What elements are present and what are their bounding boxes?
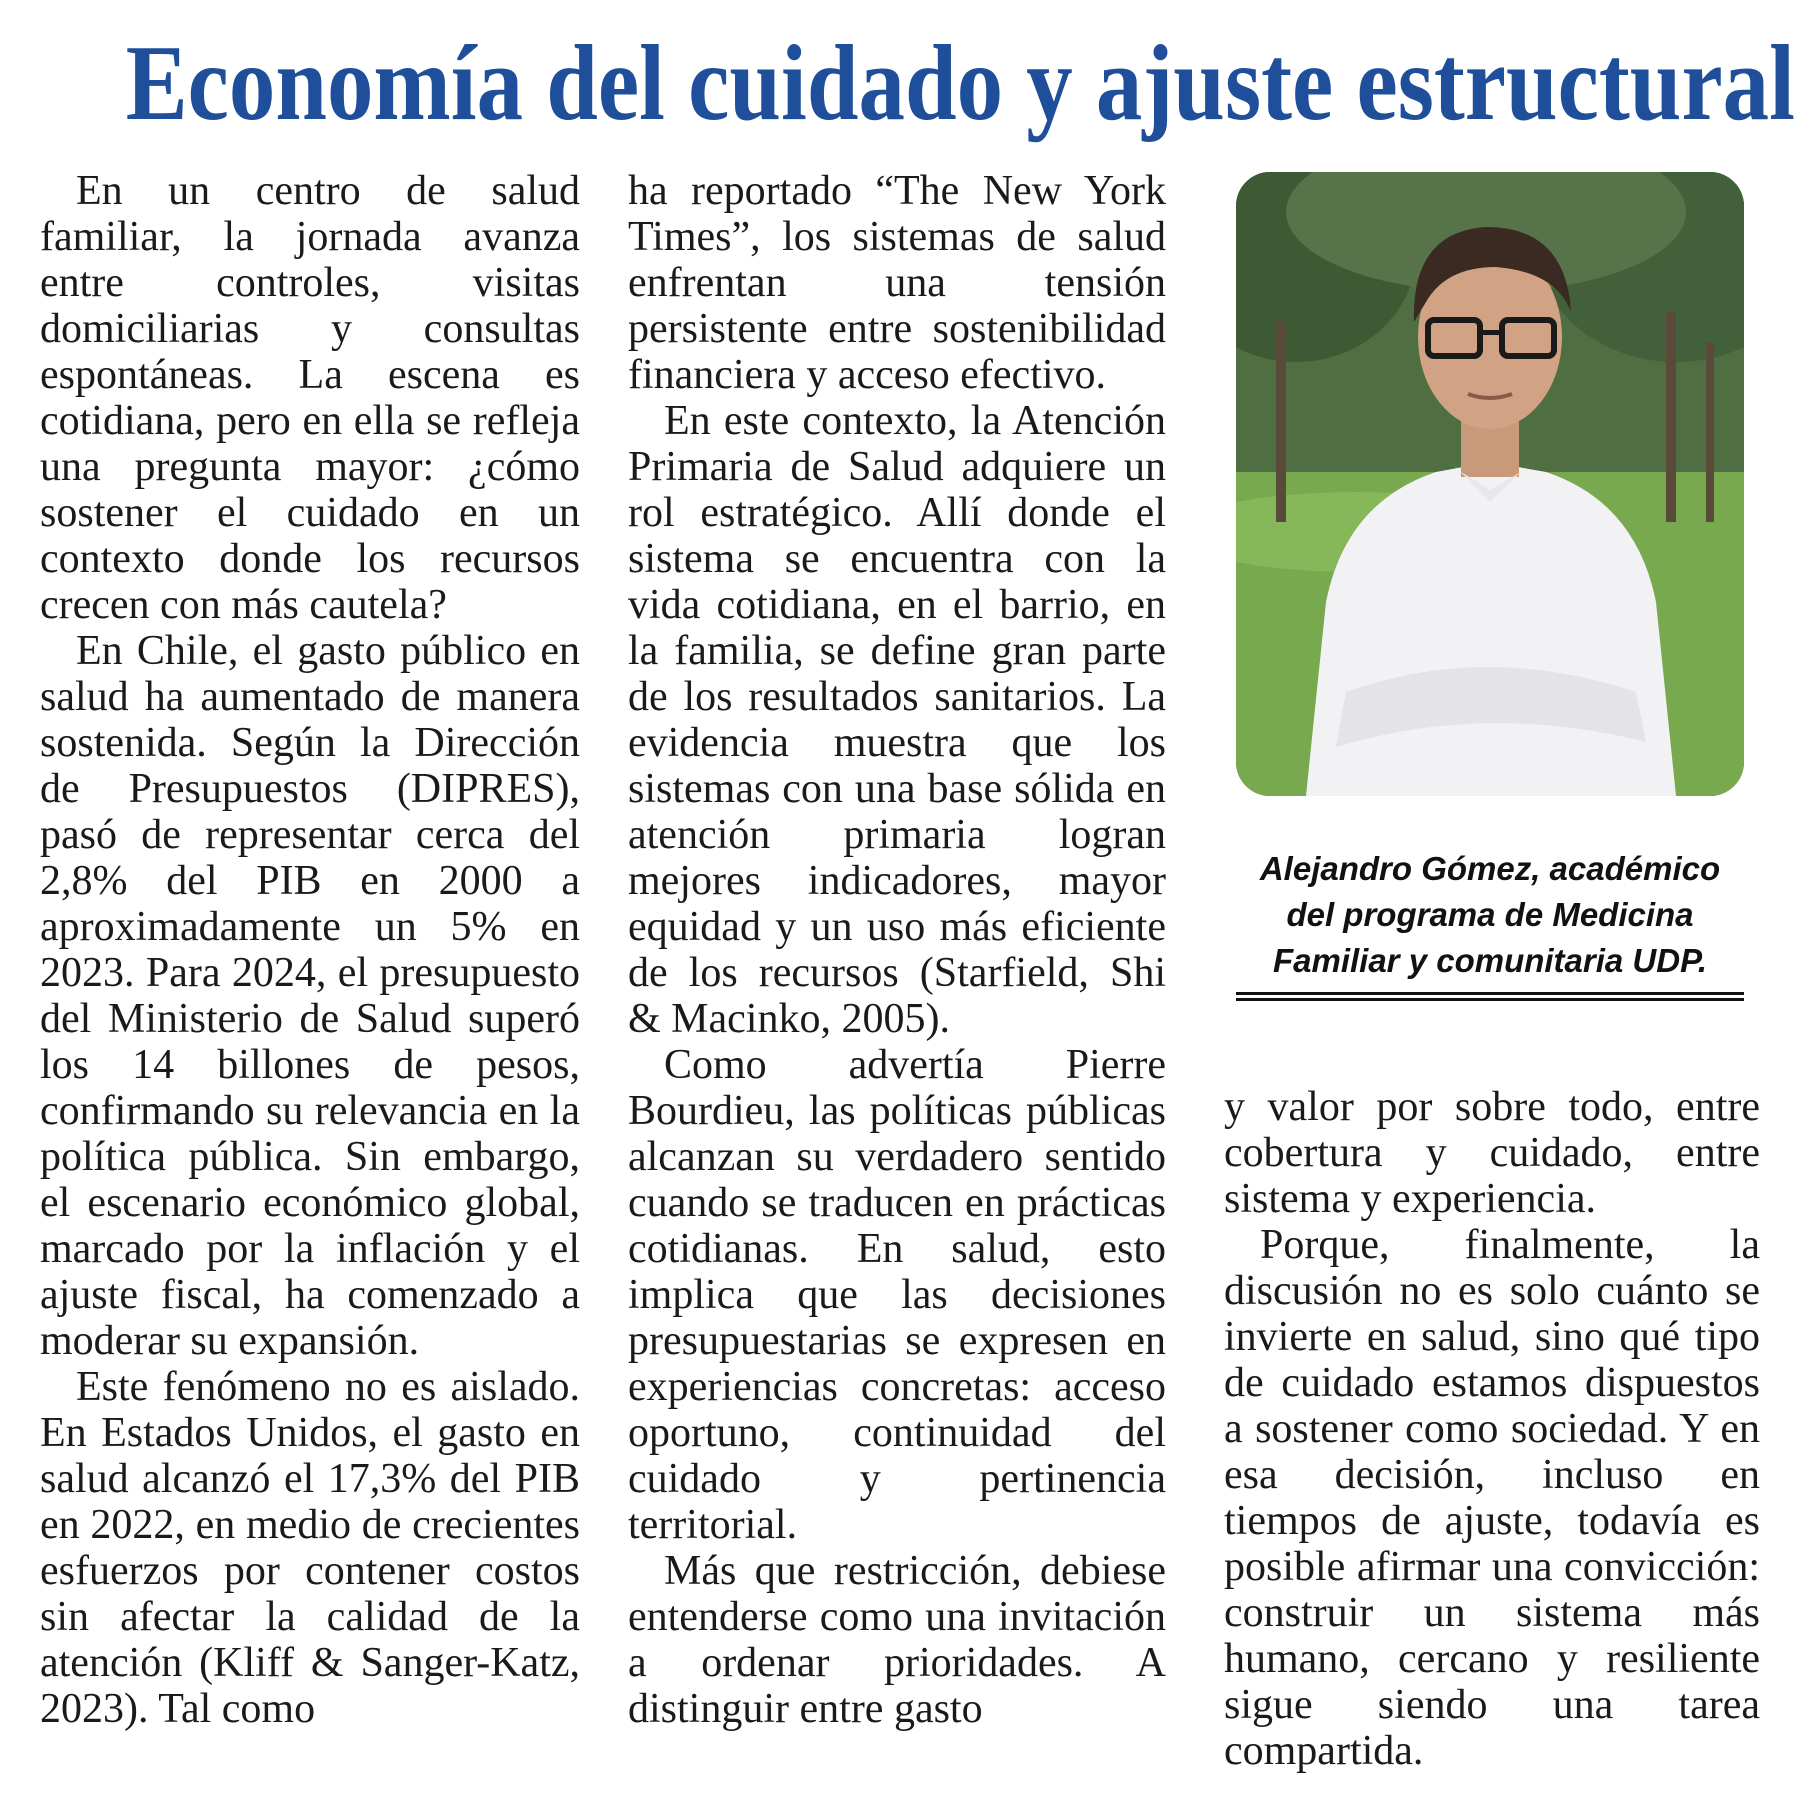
paragraph: Porque, finalmente, la discusión no es solo cuánto se invierte en salud, sino qué tipo de cuidado estamos dispuestos a sostener como sociedad. Y en esa decisión, incluso en tiempos de ajuste, todavía es posible afirmar una convicción: construir un sistema más humano, cercano y resiliente sigue siendo una tarea compartida.	[1224, 1222, 1760, 1774]
article-column-1	[40, 168, 580, 1732]
paragraph: En un centro de salud familiar, la jornada avanza entre controles, visitas domiciliarias y consultas espontáneas. La escena es cotidiana, pero en ella se refleja una pregunta mayor: ¿cómo sostener el cuidado en un contexto donde los recursos crecen con más cautela?	[40, 168, 580, 628]
paragraph: En Chile, el gasto público en salud ha aumentado de manera sostenida. Según la Dirección de Presupuestos (DIPRES), pasó de representar cerca del 2,8% del PIB en 2000 a aproximadamente un 5% en 2023. Para 2024, el presupuesto del Ministerio de Salud superó los 14 billones de pesos, confirmando su relevancia en la política pública. Sin embargo, el escenario económico global, marcado por la inflación y el ajuste fiscal, ha comenzado a moderar su expansión.	[40, 628, 580, 1364]
headline: Economía del cuidado y ajuste estructural	[125, 24, 1795, 143]
paragraph: y valor por sobre todo, entre cobertura y cuidado, entre sistema y experiencia.	[1224, 1084, 1760, 1222]
caption-divider	[1236, 992, 1744, 1001]
photo-caption: Alejandro Gómez, académico del programa de Medicina Familiar y comunitaria UDP.	[1259, 850, 1721, 979]
paragraph: Más que restricción, debiese entenderse como una invitación a ordenar prioridades. A distinguir entre gasto	[628, 1548, 1166, 1732]
paragraph: ha reportado “The New York Times”, los sistemas de salud enfrentan una tensión persistente entre sostenibilidad financiera y acceso efectivo.	[628, 168, 1166, 398]
article-column-3	[1224, 1084, 1760, 1774]
paragraph: En este contexto, la Atención Primaria de Salud adquiere un rol estratégico. Allí donde el sistema se encuentra con la vida cotidiana, en el barrio, en la familia, se define gran parte de los resultados sanitarios. La evidencia muestra que los sistemas con una base sólida en atención primaria logran mejores indicadores, mayor equidad y un uso más eficiente de los recursos (Starfield, Shi & Macinko, 2005).	[628, 398, 1166, 1042]
article-column-2	[628, 168, 1166, 1732]
paragraph: Este fenómeno no es aislado. En Estados Unidos, el gasto en salud alcanzó el 17,3% del PIB en 2022, en medio de crecientes esfuerzos por contener costos sin afectar la calidad de la atención (Kliff & Sanger-Katz, 2023). Tal como	[40, 1364, 580, 1732]
paragraph: Como advertía Pierre Bourdieu, las políticas públicas alcanzan su verdadero sentido cuando se traducen en prácticas cotidianas. En salud, esto implica que las decisiones presupuestarias se expresen en experiencias concretas: acceso oportuno, continuidad del cuidado y pertinencia territorial.	[628, 1042, 1166, 1548]
author-photo	[1236, 172, 1744, 796]
